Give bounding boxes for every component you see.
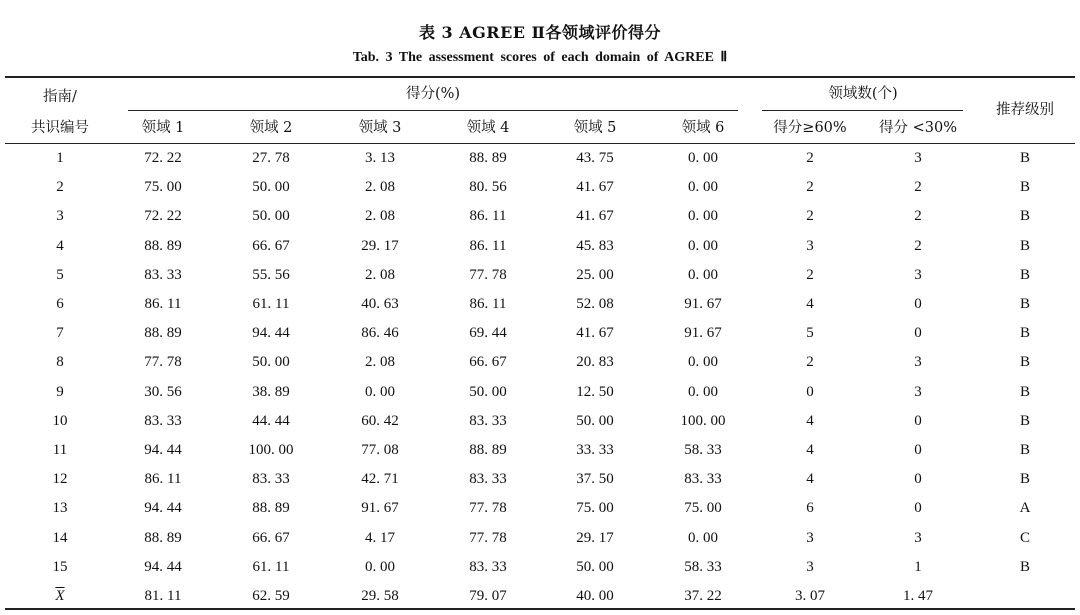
table-cell: 88. 89 [252, 500, 290, 517]
table-cell: 43. 75 [576, 150, 614, 166]
table-cell: 0. 00 [365, 558, 395, 575]
table-cell: 3 [914, 150, 922, 166]
score-group-header: 得分(%) [405, 86, 461, 102]
table-cell: B [1019, 558, 1030, 575]
table-cell: 12. 50 [576, 383, 614, 400]
table-cell: 3 [806, 558, 814, 575]
table-cell: 66. 67 [252, 529, 290, 546]
table-cell: B [1019, 266, 1030, 283]
table-cell: 41. 67 [576, 179, 614, 196]
table-cell: 37. 50 [576, 471, 614, 488]
table-cell: 66. 67 [252, 237, 290, 254]
table-cell: 0. 00 [688, 179, 718, 196]
table-cell: 86. 11 [144, 296, 182, 312]
mean-cell: 81. 11 [144, 588, 182, 604]
table-caption-cn: 表 3 AGREE Ⅱ各领域评价得分 [418, 23, 662, 42]
domain-header-1: 领域 1 [141, 120, 185, 136]
mean-cell: 40. 00 [576, 588, 614, 604]
table-cell: 91. 67 [684, 296, 722, 312]
table-cell: 88. 89 [144, 237, 182, 254]
table-cell: 42. 71 [361, 471, 399, 488]
table-cell: 2. 08 [365, 179, 395, 196]
table-cell: 83. 33 [469, 558, 507, 575]
table-cell: 3 [806, 237, 814, 254]
table-cell: 5 [56, 266, 64, 283]
table-cell: 8 [56, 354, 64, 371]
table-cell: 83. 33 [144, 412, 182, 429]
table-cell: 83. 33 [252, 471, 290, 488]
table-cell: B [1019, 296, 1030, 312]
table-cell: 10 [52, 412, 68, 429]
domain-header-5: 领域 5 [573, 120, 617, 136]
table-cell: B [1019, 150, 1030, 166]
table-cell: 77. 08 [361, 442, 399, 458]
table-cell: 27. 78 [252, 150, 290, 166]
score-group-rule [128, 110, 738, 111]
table-caption-en: Tab. 3 The assessment scores of each domain of AGREE Ⅱ [352, 50, 728, 65]
table-cell: 9 [56, 383, 64, 400]
table-cell: 72. 22 [144, 150, 182, 166]
table-cell: 72. 22 [144, 208, 182, 225]
table-cell: 0 [914, 412, 922, 429]
table-cell: B [1019, 442, 1030, 458]
table-cell: 0. 00 [688, 354, 718, 371]
table-cell: 94. 44 [144, 442, 182, 458]
table-cell: 2 [914, 179, 922, 196]
domain-header-3: 领域 3 [358, 120, 402, 136]
table-cell: 3 [56, 208, 64, 225]
table-cell: 77. 78 [469, 529, 507, 546]
table-cell: 38. 89 [252, 383, 290, 400]
table-cell: 0. 00 [688, 150, 718, 166]
table-cell: 7 [56, 325, 64, 342]
table-cell: 0 [914, 471, 922, 488]
table-cell: 50. 00 [252, 179, 290, 196]
table-cell: 4 [806, 442, 814, 458]
table-cell: 94. 44 [144, 500, 182, 517]
table-cell: 83. 33 [469, 412, 507, 429]
table-cell: 88. 89 [144, 529, 182, 546]
table-cell: B [1019, 325, 1030, 342]
table-cell: 2. 08 [365, 354, 395, 371]
table-cell: 94. 44 [252, 325, 290, 342]
table-cell: 61. 11 [252, 558, 290, 575]
table-cell: 29. 17 [576, 529, 614, 546]
table-cell: 2 [806, 179, 814, 196]
table-cell: 69. 44 [469, 325, 507, 342]
table-cell: 0 [806, 383, 814, 400]
table-cell: 75. 00 [144, 179, 182, 196]
mean-cell: 3. 07 [795, 588, 825, 604]
table-cell: 2 [56, 179, 64, 196]
table-cell: 77. 78 [144, 354, 182, 371]
table-cell: A [1019, 500, 1031, 517]
table-cell: 20. 83 [576, 354, 614, 371]
table-cell: 50. 00 [576, 558, 614, 575]
table-cell: 50. 00 [576, 412, 614, 429]
table-cell: 80. 56 [469, 179, 507, 196]
bottom-rule [5, 608, 1075, 610]
table-cell: 33. 33 [576, 442, 614, 458]
id-header-line2: 共识编号 [31, 120, 89, 136]
mean-cell: 79. 07 [469, 588, 507, 604]
table-cell: 44. 44 [252, 412, 290, 429]
table-cell: B [1019, 237, 1030, 254]
table-cell: 2. 08 [365, 266, 395, 283]
table-cell: 3 [914, 383, 922, 400]
table-cell: 91. 67 [684, 325, 722, 342]
table-cell: 4 [806, 471, 814, 488]
domain-header-2: 领域 2 [249, 120, 293, 136]
table-cell: 94. 44 [144, 558, 182, 575]
table-cell: 12 [52, 471, 68, 488]
table-cell: 4. 17 [365, 529, 395, 546]
table-cell: B [1019, 208, 1030, 225]
table-cell: 0 [914, 500, 922, 517]
table-cell: 15 [52, 558, 68, 575]
count-header-1: 得分≥60% [773, 120, 847, 136]
table-cell: 41. 67 [576, 325, 614, 342]
table-cell: 86. 11 [469, 208, 507, 225]
table-cell: 1 [914, 558, 922, 575]
table-cell: 6 [56, 296, 64, 312]
table-cell: 0 [914, 325, 922, 342]
table-cell: B [1019, 383, 1030, 400]
table-cell: 1 [56, 150, 64, 166]
table-cell: 3 [806, 529, 814, 546]
table-cell: 88. 89 [469, 442, 507, 458]
id-header-line1: 指南/ [43, 89, 77, 105]
table-cell: 52. 08 [576, 296, 614, 312]
table-cell: 88. 89 [144, 325, 182, 342]
table-cell: 45. 83 [576, 237, 614, 254]
table-cell: 3 [914, 529, 922, 546]
table-cell: 4 [806, 412, 814, 429]
domain-count-header: 领域数(个) [828, 86, 898, 102]
table-cell: 2 [806, 266, 814, 283]
table-cell: 3 [914, 266, 922, 283]
table-cell: 0. 00 [688, 529, 718, 546]
table-cell: 0. 00 [688, 266, 718, 283]
table-cell: 13 [52, 500, 68, 517]
table-cell: 86. 11 [144, 471, 182, 488]
table-cell: 0. 00 [688, 383, 718, 400]
table-cell: 88. 89 [469, 150, 507, 166]
table-cell: 0 [914, 442, 922, 458]
count-header-2: 得分 <30% [879, 120, 957, 136]
table-cell: 91. 67 [361, 500, 399, 517]
table-cell: 30. 56 [144, 383, 182, 400]
table-cell: 2 [914, 208, 922, 225]
table-cell: 11 [52, 442, 68, 458]
table-cell: 14 [52, 529, 68, 546]
table-cell: 5 [806, 325, 814, 342]
table-cell: B [1019, 354, 1030, 371]
table-cell: B [1019, 179, 1030, 196]
table-cell: 61. 11 [252, 296, 290, 312]
table-cell: 0 [914, 296, 922, 312]
table-cell: 50. 00 [469, 383, 507, 400]
table-cell: 83. 33 [144, 266, 182, 283]
table-cell: 60. 42 [361, 412, 399, 429]
table-cell: 40. 63 [361, 296, 399, 312]
table-cell: 41. 67 [576, 208, 614, 225]
table-cell: 100. 00 [680, 412, 726, 429]
table-cell: 77. 78 [469, 500, 507, 517]
table-cell: 58. 33 [684, 558, 722, 575]
recommendation-level-header: 推荐级别 [996, 102, 1054, 118]
table-cell: 66. 67 [469, 354, 507, 371]
table-cell: 0. 00 [688, 237, 718, 254]
table-cell: 2 [914, 237, 922, 254]
count-group-rule [762, 110, 963, 111]
table-cell: 83. 33 [469, 471, 507, 488]
mean-cell: 29. 58 [361, 588, 399, 604]
table-cell: C [1019, 529, 1030, 546]
table-cell: 2. 08 [365, 208, 395, 225]
table-cell: 50. 00 [252, 208, 290, 225]
table-cell: 2 [806, 150, 814, 166]
table-cell: 4 [806, 296, 814, 312]
domain-header-6: 领域 6 [681, 120, 725, 136]
header-rule [5, 143, 1075, 144]
mean-label: $\overline{X}$ [55, 588, 65, 604]
mean-cell: 37. 22 [684, 588, 722, 604]
table-cell: 75. 00 [576, 500, 614, 517]
mean-cell: 1. 47 [903, 588, 933, 604]
table-cell: 100. 00 [248, 442, 294, 458]
table-cell: 58. 33 [684, 442, 722, 458]
table-cell: 0. 00 [365, 383, 395, 400]
table-cell: B [1019, 412, 1030, 429]
table-cell: 55. 56 [252, 266, 290, 283]
table-cell: 2 [806, 208, 814, 225]
table-cell: B [1019, 471, 1030, 488]
top-rule [5, 76, 1075, 78]
table-cell: 50. 00 [252, 354, 290, 371]
table-cell: 2 [806, 354, 814, 371]
table-cell: 75. 00 [684, 500, 722, 517]
table-cell: 29. 17 [361, 237, 399, 254]
table-cell: 86. 46 [361, 325, 399, 342]
table-cell: 3. 13 [365, 150, 395, 166]
table-cell: 86. 11 [469, 237, 507, 254]
table-cell: 4 [56, 237, 64, 254]
mean-cell: 62. 59 [252, 588, 290, 604]
table-cell: 83. 33 [684, 471, 722, 488]
table-cell: 25. 00 [576, 266, 614, 283]
table-cell: 3 [914, 354, 922, 371]
table-cell: 86. 11 [469, 296, 507, 312]
table-cell: 77. 78 [469, 266, 507, 283]
table-cell: 0. 00 [688, 208, 718, 225]
table-cell: 6 [806, 500, 814, 517]
domain-header-4: 领域 4 [466, 120, 510, 136]
